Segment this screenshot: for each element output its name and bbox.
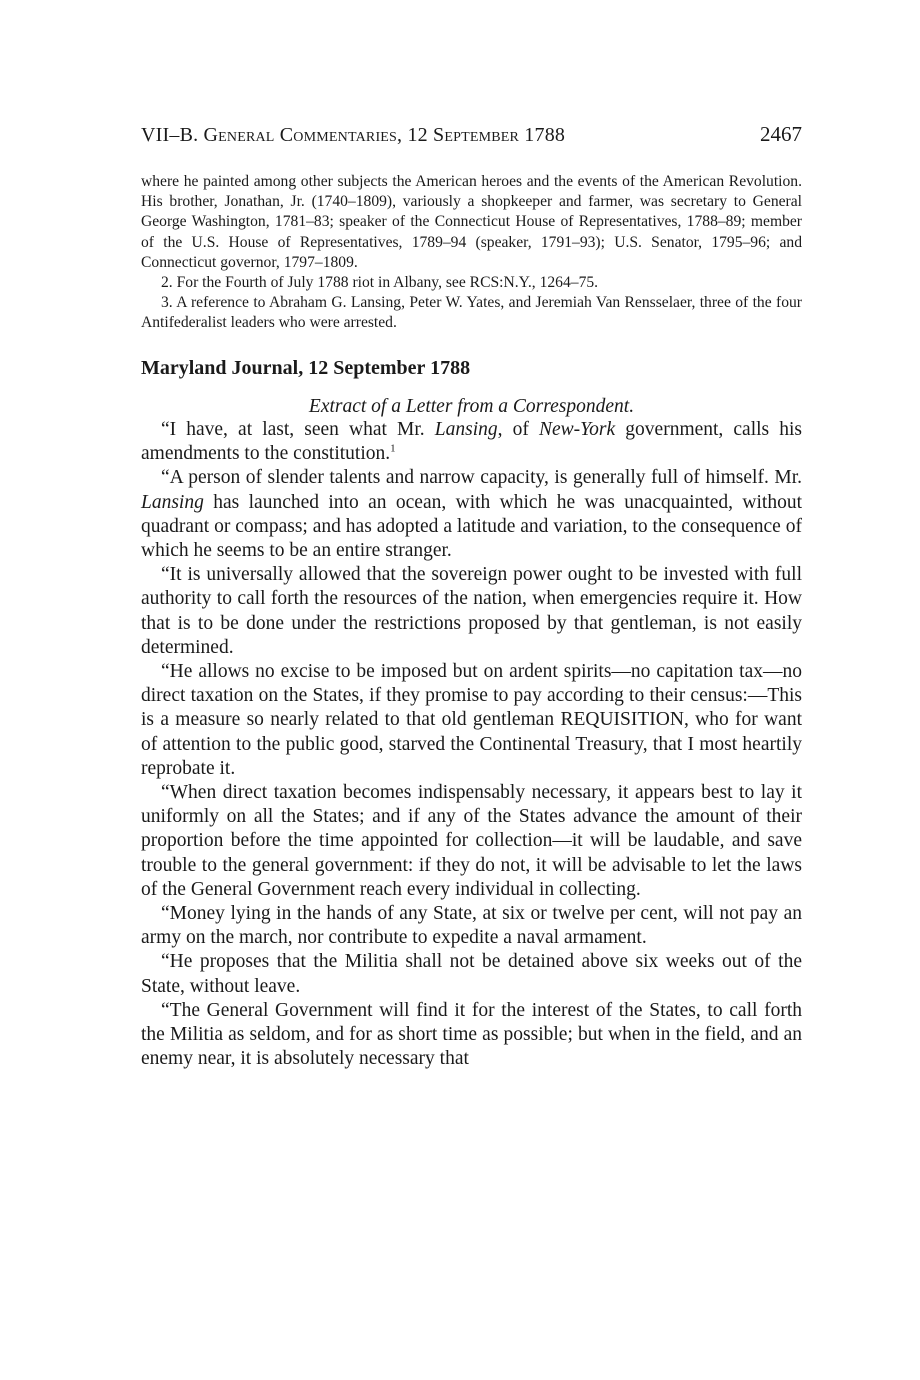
body-paragraph-6: “Money lying in the hands of any State, at six or twelve per cent, will not pay an army on the march, nor contribute to expedite a naval armament. [141,903,802,949]
running-head-title: VII–B. General Commentaries, 12 September 1788 [141,124,566,146]
note-continuation: where he painted among other subjects the American heroes and the events of the American Revolution. His brother, Jonathan, Jr. (1740–1809), variously a shopkeeper and farmer, was secretary to General George Washington, 1781–83; speaker of the Connecticut House of Representatives, 1788–89; member of the U.S. House of Representatives, 1789–94 (speaker, 1791–93); U.S. Senator, 1795–96; and Connecticut governor, 1797–1809. [141,173,802,271]
body-paragraph-5: “When direct taxation becomes indispensably necessary, it appears best to lay it uniformly on all the States; and if any of the States advance the amount of their proportion before the time appointed for collection—it will be laudable, and save trouble to the general government: if they do not, it will be advisable to let the laws of the General Government reach every individual in collecting. [141,782,802,900]
body-paragraph-1 [141,418,802,466]
body-paragraph-7: “He proposes that the Militia shall not be detained above six weeks out of the State, without leave. [141,951,802,997]
body-paragraph-8: “The General Government will find it for the interest of the States, to call forth the Militia as seldom, and for as short time as possible; but when in the field, and an enemy near, it is absolutely necessary that [141,999,802,1070]
p2-text-b: has launched into an ocean, with which he was unacquainted, without quadrant or compass; and has adopted a latitude and variation, to the consequence of which he seems to be an entire stranger. [141,491,802,562]
document-body [141,418,802,1071]
p1-text-c: government, calls his amendments to the constitution. [141,419,803,465]
p1-text-a: “I have, at last, seen what Mr. [161,419,435,440]
body-paragraph-3: “It is universally allowed that the sovereign power ought to be invested with full authority to call forth the resources of the nation, when emergencies require it. How that is to be done under the restrictions proposed by that gentleman, is not easily determined. [141,564,802,658]
p1-place-new-york: New-York [538,419,616,440]
p1-name-lansing: Lansing [434,419,498,440]
running-head [141,121,802,148]
p2-text-a: “A person of slender talents and narrow capacity, is generally full of himself. Mr. [161,467,802,489]
footnotes-continuation [141,172,802,334]
note-3: 3. A reference to Abraham G. Lansing, Peter W. Yates, and Jeremiah Van Rensselaer, three of the four Antifederalist leaders who were arrested. [141,294,802,332]
body-paragraph-4: “He allows no excise to be imposed but on ardent spirits—no capitation tax—no direct taxation on the States, if they promise to pay according to their census:—This is a measure so nearly related to that old gentleman REQUISITION, who for want of attention to the public good, starved the Continental Treasury, that I most heartily reprobate it. [141,661,802,779]
p1-text-b: , of [497,419,539,440]
document-dateline: Extract of a Letter from a Correspondent. [308,396,635,417]
page-number: 2467 [760,122,802,146]
body-paragraph-2 [141,466,802,563]
p2-name-lansing: Lansing [141,491,204,513]
footnote-ref-1: 1 [390,442,396,455]
document-heading: Maryland Journal, 12 September 1788 [141,357,471,379]
note-2: 2. For the Fourth of July 1788 riot in Albany, see RCS:N.Y., 1264–75. [161,274,599,292]
